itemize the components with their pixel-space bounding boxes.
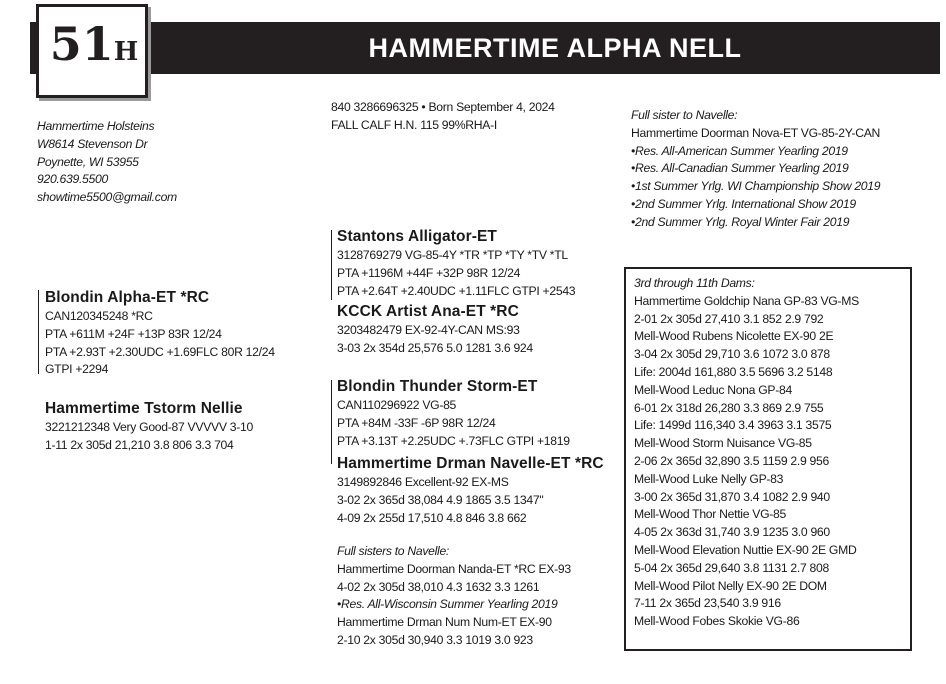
class-info: FALL CALF H.N. 115 99%RHA-I	[331, 117, 497, 132]
lot-number	[44, 14, 144, 82]
dam-entry: Hammertime Goldchip Nana GP-83 VG-MS	[634, 293, 859, 308]
registration-birthdate: 840 3286696325 • Born September 4, 2024	[331, 100, 555, 114]
page-title: HAMMERTIME ALPHA NELL	[368, 33, 742, 63]
dam-entry: 3-00 2x 365d 31,870 3.4 1082 2.9 940	[634, 489, 830, 504]
sire-dam-name: KCCK Artist Ana-ET *RC	[337, 303, 519, 320]
dam-entry: Mell-Wood Rubens Nicolette EX-90 2E	[634, 329, 834, 344]
full-sister-heading: Full sister to Navelle:	[631, 108, 738, 122]
dam-sire-detail: CAN110296922 VG-85	[337, 398, 457, 412]
dam-detail: 1-11 2x 305d 21,210 3.8 806 3.3 704	[45, 437, 234, 452]
lot-number-suffix: H	[113, 37, 139, 67]
dam-entry: Mell-Wood Storm Nuisance VG-85	[634, 436, 812, 451]
full-sister-entry: •1st Summer Yrlg. WI Championship Show 2019	[631, 179, 881, 194]
dam-entry: Mell-Wood Fobes Skokie VG-86	[634, 614, 800, 629]
pedigree-bracket	[38, 290, 39, 374]
consignor-line: showtime5500@gmail.com	[37, 190, 177, 205]
dam-dam-block	[337, 454, 604, 527]
dam-entry: 3-04 2x 305d 29,710 3.6 1072 3.0 878	[634, 347, 830, 362]
sire-sire-name: Stantons Alligator-ET	[337, 228, 497, 245]
consignor-line: Poynette, WI 53955	[37, 154, 139, 169]
pedigree-bracket	[331, 230, 332, 300]
dams-heading: 3rd through 11th Dams:	[634, 276, 755, 290]
sire-dam-detail: 3-03 2x 354d 25,576 5.0 1281 3.6 924	[337, 340, 533, 355]
dam-entry: 6-01 2x 318d 26,280 3.3 869 2.9 755	[634, 400, 824, 415]
consignor-line: Hammertime Holsteins	[37, 119, 155, 133]
dam-entry: Mell-Wood Thor Nettie VG-85	[634, 507, 786, 522]
consignor-block	[37, 118, 177, 207]
sire-detail: PTA +611M +24F +13P 83R 12/24	[45, 326, 222, 341]
dam-dam-detail: 3-02 2x 365d 38,084 4.9 1865 3.5 1347"	[337, 492, 544, 507]
dam-entry: Mell-Wood Pilot Nelly EX-90 2E DOM	[634, 578, 827, 593]
sire-name: Blondin Alpha-ET *RC	[45, 289, 210, 306]
full-sister-entry: •2nd Summer Yrlg. Royal Winter Fair 2019	[631, 214, 850, 229]
dam-entry: 7-11 2x 365d 23,540 3.9 916	[634, 596, 781, 611]
dam-entry: Mell-Wood Leduc Nona GP-84	[634, 382, 792, 397]
dam-entry: Life: 1499d 116,340 3.4 3963 3.1 3575	[634, 418, 832, 433]
dam-entry: Mell-Wood Elevation Nuttie EX-90 2E GMD	[634, 542, 857, 557]
dam-entry: 4-05 2x 363d 31,740 3.9 1235 3.0 960	[634, 525, 830, 540]
dam-sire-detail: PTA +3.13T +2.25UDC +.73FLC GTPI +1819	[337, 433, 570, 448]
dam-entry: 5-04 2x 365d 29,640 3.8 1131 2.7 808	[634, 560, 829, 575]
pedigree-bracket	[331, 380, 332, 464]
full-sister-entry: 4-02 2x 305d 38,010 4.3 1632 3.3 1261	[337, 579, 540, 594]
dam-entry: 2-06 2x 365d 32,890 3.5 1159 2.9 956	[634, 453, 829, 468]
full-sister-entry: Hammertime Doorman Nanda-ET *RC EX-93	[337, 561, 571, 576]
dam-name: Hammertime Tstorm Nellie	[45, 400, 243, 417]
dam-entry: Mell-Wood Luke Nelly GP-83	[634, 471, 784, 486]
dam-entry: Life: 2004d 161,880 3.5 5696 3.2 5148	[634, 364, 833, 379]
sire-sire-detail: 3128769279 VG-85-4Y *TR *TP *TY *TV *TL	[337, 248, 568, 262]
full-sister-block	[631, 107, 880, 232]
dam-dam-detail: 4-09 2x 255d 17,510 4.8 846 3.8 662	[337, 510, 527, 525]
dam-detail: 3221212348 Very Good-87 VVVVV 3-10	[45, 420, 253, 434]
dam-dam-detail: 3149892846 Excellent-92 EX-MS	[337, 475, 509, 489]
full-sister-entry: •2nd Summer Yrlg. International Show 2019	[631, 196, 856, 211]
dam-entry: 2-01 2x 305d 27,410 3.1 852 2.9 792	[634, 311, 824, 326]
dams-list	[634, 275, 859, 631]
animal-id-block	[331, 99, 555, 135]
dam-dam-name: Hammertime Drman Navelle-ET *RC	[337, 455, 604, 472]
lot-number-digits: 51	[49, 17, 114, 71]
sire-dam-detail: 3203482479 EX-92-4Y-CAN MS:93	[337, 323, 520, 337]
full-sister-entry: •Res. All-Wisconsin Summer Yearling 2019	[337, 597, 558, 612]
full-sisters-heading: Full sisters to Navelle:	[337, 544, 450, 558]
sire-block	[45, 288, 275, 379]
full-sister-entry: Hammertime Drman Num Num-ET EX-90	[337, 615, 552, 630]
full-sister-entry: •Res. All-Canadian Summer Yearling 2019	[631, 161, 849, 176]
consignor-line: 920.639.5500	[37, 172, 108, 187]
dam-block	[45, 399, 253, 455]
sire-dam-block	[337, 302, 533, 358]
sire-sire-detail: PTA +1196M +44F +32P 98R 12/24	[337, 265, 521, 280]
full-sister-entry: •Res. All-American Summer Yearling 2019	[631, 143, 848, 158]
sire-detail: PTA +2.93T +2.30UDC +1.69FLC 80R 12/24	[45, 344, 275, 359]
full-sister-entry: Hammertime Doorman Nova-ET VG-85-2Y-CAN	[631, 125, 881, 140]
sire-sire-block	[337, 227, 575, 300]
sire-detail: GTPI +2294	[45, 362, 109, 377]
dam-sire-block	[337, 377, 570, 450]
dam-sire-name: Blondin Thunder Storm-ET	[337, 378, 538, 395]
sire-detail: CAN120345248 *RC	[45, 309, 153, 323]
sire-sire-detail: PTA +2.64T +2.40UDC +1.11FLC GTPI +2543	[337, 283, 576, 298]
consignor-line: W8614 Stevenson Dr	[37, 136, 148, 151]
full-sisters-block	[337, 543, 571, 650]
dam-sire-detail: PTA +84M -33F -6P 98R 12/24	[337, 415, 496, 430]
full-sister-entry: 2-10 2x 305d 30,940 3.3 1019 3.0 923	[337, 632, 533, 647]
